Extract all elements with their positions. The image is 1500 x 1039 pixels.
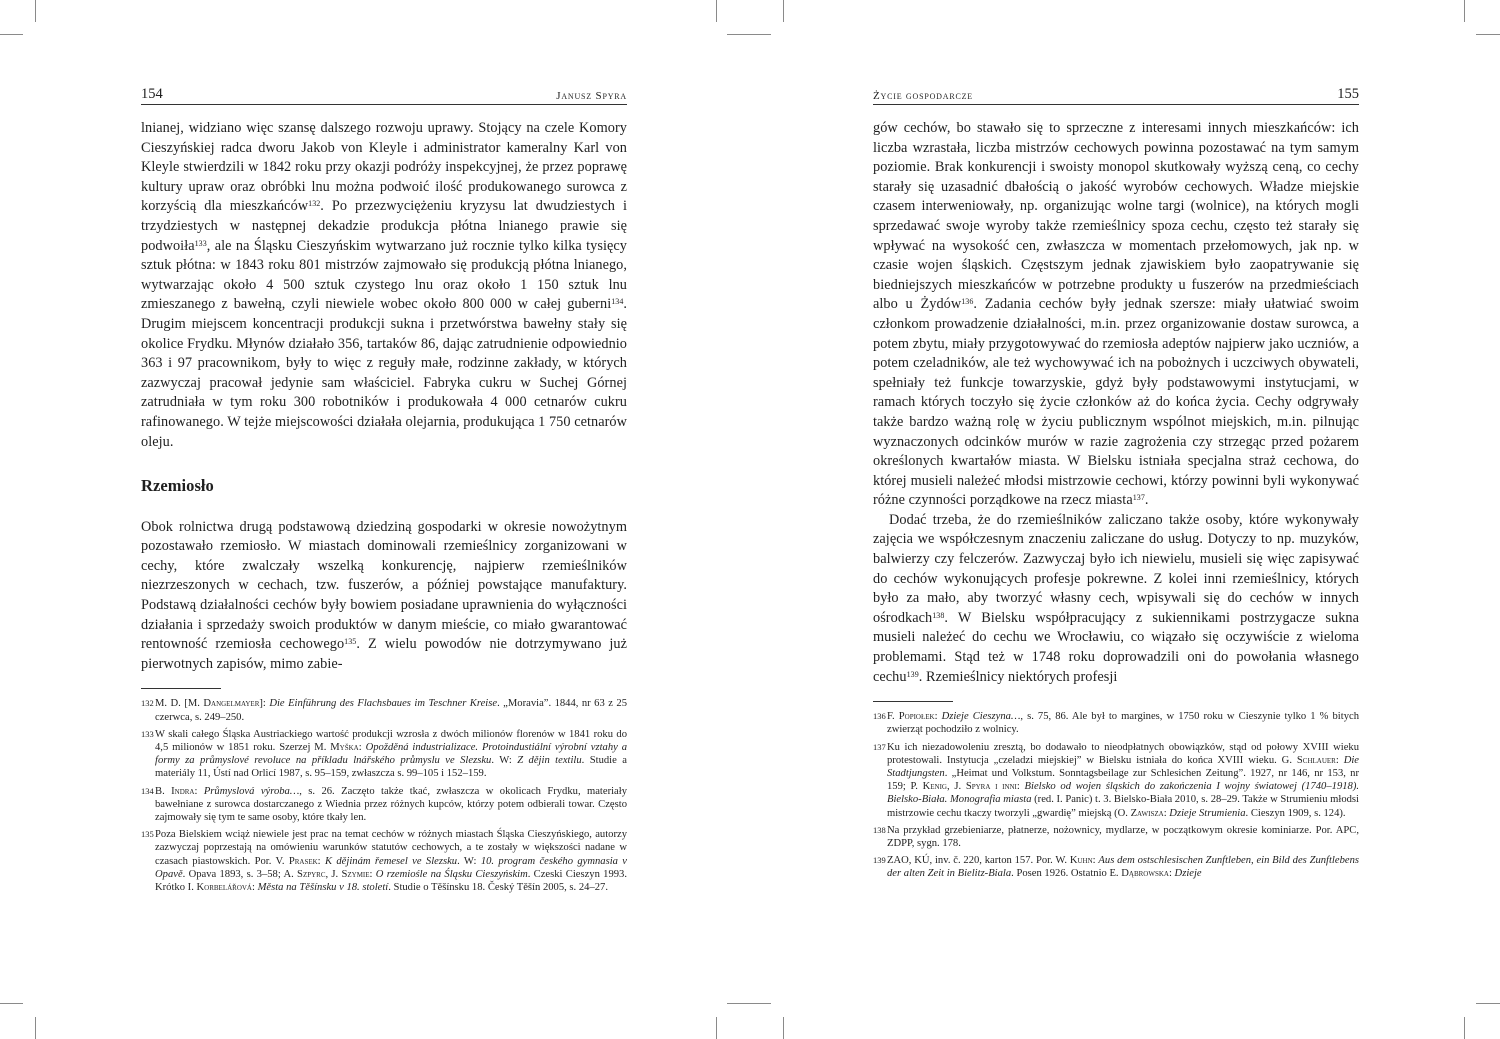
author-name: Dąbrowska	[1121, 868, 1169, 880]
text-run: . Drugim miejscem koncentracji produkcji sukna i przetwórstwa bawełny stały się okolice Frydku. Młynów działało 356, tartaków 86, dając zatrudnienie odpowiednio 363 i 97 pracownikom, były to więc z reguły małe, rodzinne zakłady, w których zazwyczaj pracował jedynie sam właściciel. Fabryka cukru w Suchej Górnej zatrudniała w tym roku 300 robotników i produkowała 4 000 cetnarów cukru rafinowanego. W tejże miejscowości działała olejarnia, produkująca 1 750 cetnarów oleju.	[141, 296, 627, 450]
footnotes	[141, 697, 627, 894]
text-run: , s. 75, 86. Ale był to margines, w 1750 roku w Cieszynie tylko 1 % bitych zwierząt pochodziło z wolnicy.	[887, 711, 1359, 736]
crop-mark	[1476, 34, 1500, 35]
footnote	[873, 824, 1359, 850]
text-run: ]:	[259, 698, 270, 710]
footnote	[873, 854, 1359, 880]
footnote	[873, 741, 1359, 820]
footnote-ref: 138	[932, 610, 945, 620]
paragraph	[141, 518, 627, 675]
footnote-text	[887, 741, 1359, 820]
crop-mark	[716, 0, 717, 22]
italic-title: Bielsko od wojen śląskich do zakończenia I wojny światowej (1740–1918). Bielsko-Biała. Monografia miasta	[887, 781, 1360, 806]
italic-title: Z dějin textilu	[517, 755, 582, 767]
italic-title: 10. program českého gymnasia v Opavě	[155, 855, 627, 880]
footnote-number: 138	[873, 824, 886, 835]
italic-title: Opožděná industrializace. Protoindustiální výrobní vztahy a formy za průmyslové revoluce na příkladu lnářského průmyslu ve Slezsku	[155, 742, 628, 767]
text-run: lnianej, widziano więc szansę dalszego rozwoju uprawy. Stojący na czele Komory Cieszyńskiej radca dworu Jakob von Kleyle i administrator kameralny Karl von Kleyle stwierdzili w 1842 roku przy okazji podróży inspekcyjnej, że przez poprawę kultury upraw oraz obróbki lnu można podwoić ilość produkowanego surowca z korzyścią dla mieszkańców	[141, 120, 627, 215]
footnote	[141, 828, 627, 894]
text-run: . „Heimat und Volkstum. Sonntagsbeilage zur Schlesichen Zeitung”. 1927, nr 146, nr 153, nr 159; P.	[887, 768, 1359, 793]
italic-title: Města na Těšínsku v 18. století	[257, 882, 389, 894]
left-page	[141, 84, 627, 898]
text-run: Na przykład grzebieniarze, płatnerze, nożownicy, mydlarze, w początkowym okresie kominiarze. Por. APC, ZDPP, sygn. 178.	[887, 824, 1359, 850]
paragraphs-after-heading	[141, 518, 627, 675]
running-head	[873, 84, 1359, 105]
crop-mark	[0, 34, 23, 35]
text-run: :	[934, 711, 942, 723]
footnote	[141, 785, 627, 825]
text-run: :	[369, 868, 376, 880]
footnote-text	[887, 854, 1359, 880]
author-name: Kuhn	[1069, 855, 1093, 867]
paragraph	[873, 511, 1359, 687]
text-run: gów cechów, bo stawało się to sprzeczne z interesami innych mieszkańców: ich liczba wzrastała, liczba mistrzów cechowych powinna pozostawać na tym samym poziomie. Brak konkurencji i swoisty monopol skutkowały wyższą ceną, co cechy starały się uzasadnić dbałością o jakość wyrobów cechowych. Władze miejskie czasem interweniowały, np. organizując wolne targi (wolnice), na których mogli sprzedawać swoje wyroby także rzemieślnicy spoza cechu, często też starały się wpływać na wysokość cen, zwłaszcza w momentach przełomowych, jak np. w czasie wojen śląskich. Częstszym jednak zjawiskiem było zaopatrywanie się biedniejszych mieszkańców w potrzebne produkty u fuszerów na przedmieściach albo u Żydów	[873, 120, 1359, 313]
text-run: . Studie o Těšínsku 18. Český Těšín 2005, s. 24–27.	[388, 882, 608, 894]
text-run: , ale na Śląsku Cieszyńskim wytwarzano już rocznie tylko kilka tysięcy sztuk płótna: w 1843 roku 801 mistrzów zajmowało się produkcją płótna lnianego, wytwarzając około 4 500 sztuk czystego lnu oraz około 1 150 sztuk lnu zmieszanego z bawełną, czyli niewiele wobec około 800 000 w całej guberni	[141, 237, 627, 313]
text-run: Poza Bielskiem wciąż niewiele jest prac na temat cechów w różnych miastach Śląska Cieszyńskiego, autorzy zazwyczaj poprzestają na omówieniu warunków statutów cechowych, a te zostały w większości nadane w czasach piastowskich. Por. V.	[155, 829, 627, 867]
text-run: . Posen 1926. Ostatnio E.	[1011, 868, 1122, 880]
footnote-ref: 137	[1132, 493, 1145, 503]
text-run: . Opava 1893, s. 3–58; A.	[182, 868, 298, 880]
crop-mark	[716, 1017, 717, 1039]
text-run: . Z wielu powodów nie dotrzymywano już pierwotnych zapisów, mimo zabie-	[141, 636, 628, 672]
paragraph	[873, 119, 1359, 511]
italic-title: O rzemiośle na Śląsku Cieszyńskim	[375, 868, 528, 880]
footnotes	[873, 710, 1359, 880]
crop-mark	[1476, 1003, 1500, 1004]
author-name: Prasek	[288, 855, 318, 867]
footnote-text	[155, 728, 627, 781]
text-run: . Studie a materiály 11, Ústí nad Orlicí 1987, s. 95–159, zwłaszcza s. 99–105 i 152–159.	[155, 755, 627, 780]
crop-mark	[35, 0, 36, 22]
text-run: F.	[887, 711, 899, 723]
author-name: Schlauer	[1296, 754, 1336, 766]
running-head	[141, 84, 627, 105]
footnote-number: 139	[873, 855, 886, 866]
text-run: M. D. [M.	[155, 698, 204, 710]
author-name: Korbelářová	[196, 882, 252, 894]
italic-title: Die Einführung des Flachsbaues im Teschner Kreise	[269, 698, 498, 710]
footnote	[141, 728, 627, 781]
text-run: Obok rolnictwa drugą podstawową dziedziną gospodarki w okresie nowożytnym pozostawało rzemiosło. W miastach dominowali rzemieślnicy zorganizowani w cechy, które zwalczały wszelką konkurencję, najpierw rzemieślników niezrzeszonych w cechach, tzw. fuszerów, a później powstające manufaktury. Podstawą działalności cechów były bowiem posiadane uprawnienia do wyłączności działania i sprzedaży swoich produktów w danym mieście, co miało gwarantować rentowność rzemiosła cechowego	[141, 518, 627, 653]
page-number: 155	[1337, 86, 1359, 102]
footnote-ref: 133	[194, 238, 207, 248]
text-run: :	[1168, 868, 1175, 880]
footnote-ref: 132	[308, 199, 321, 209]
right-page	[873, 84, 1359, 885]
running-title: Życie gospodarcze	[873, 90, 973, 102]
text-run: Dodać trzeba, że do rzemieślników zaliczano także osoby, które wykonywały zajęcia we współczesnym znaczeniu zaliczane do usług. Dotyczy to np. muzyków, balwierzy czy felczerów. Zazwyczaj było ich niewielu, musieli się więc zapisywać do cechów wykonujących profesje pokrewne. Z kolei inni rzemieślnicy, których było za mało, aby tworzyć własny cech, wpisywali się do cechów w innych ośrodkach	[873, 511, 1359, 626]
text-run: :	[194, 785, 204, 797]
text-run: :	[1163, 807, 1170, 819]
text-run: , J.	[325, 868, 342, 880]
footnote	[141, 697, 627, 723]
text-run: :	[252, 882, 258, 894]
author-name: Kenig	[922, 781, 947, 793]
author-name: Myška	[330, 742, 359, 754]
paragraphs	[873, 119, 1359, 687]
text-run: ZAO, KÚ, inv. č. 220, karton 157. Por. W.	[887, 855, 1070, 867]
italic-title: Dzieje Cieszyna…	[941, 711, 1021, 723]
italic-title: Dzieje	[1174, 868, 1202, 880]
text-run: . Czeski Cieszyn 1993. Krótko I.	[155, 868, 627, 894]
text-run: . Zadania cechów były jednak szersze: miały ułatwiać swoim członkom prowadzenie działalności, m.in. przez organizowanie dostaw surowca, a potem zbytu, miały przygotowywać do rzemiosła adeptów najpierw jako uczniów, a potem czeladników, ale też wychowywać ich na pobożnych i uczciwych obywateli, spełniały też funkcje towarzyskie, gdyż były podstawowymi instytucjami, w ramach których toczyło się życie członków aż do końca życia. Cechy odgrywały także bardzo ważną rolę w życiu publicznym wspólnot miejskich, m.in. pilnując wyznaczonych odcinków murów w razie zagrożenia czy strzegąc przed pożarem określonych kwartałów miasta. W Bielsku istniała specjalna straż cechowa, do której musieli należeć młodsi mistrzowie cechowi, którzy powinni byli wykonywać różne czynności porządkowe na rzecz miasta	[873, 296, 1359, 509]
footnote-text	[155, 785, 627, 825]
footnote-number: 132	[141, 698, 154, 709]
text-run: .	[1144, 492, 1149, 509]
crop-mark	[783, 1017, 784, 1039]
author-name: Popiołek	[898, 711, 935, 723]
crop-mark	[0, 1003, 23, 1004]
footnote-number: 133	[141, 728, 154, 739]
text-run: :	[1335, 754, 1344, 766]
italic-title: Průmyslová výroba…	[203, 785, 300, 797]
text-run: :	[317, 855, 325, 867]
section-heading: Rzemiosło	[141, 476, 214, 496]
footnote-number: 135	[141, 829, 154, 840]
text-run: (red. I. Panic) t. 3. Bielsko-Biała 2010, s. 28–29. Także w Strumieniu młodsi mistrzowie cechu tkaczy tworzyli „gwardię” miejską (O.	[887, 794, 1359, 819]
footnote-text	[887, 710, 1359, 736]
footnote-separator	[141, 688, 221, 689]
italic-title: Die Stadtjungsten	[887, 754, 1359, 780]
footnote-ref: 134	[611, 297, 624, 307]
italic-title: Aus dem ostschlesischen Zunftleben, ein Bild des Zunftlebens der alten Zeit in Bielitz-Biala	[887, 855, 1360, 880]
author-name: Spyra i inni	[965, 781, 1017, 793]
footnote-number: 137	[873, 741, 886, 752]
footnote-number: 136	[873, 711, 886, 722]
footnote-text	[155, 697, 627, 723]
footnote-ref: 135	[344, 637, 357, 647]
text-run: . Rzemieślnicy niektórych profesji	[918, 668, 1118, 685]
crop-mark	[727, 34, 771, 35]
author-name: Szymie	[341, 868, 370, 880]
text-run: . Po przezwyciężeniu kryzysu lat dwudziestych i trzydziestych w następnej dekadzie produkcja płótna lnianego prawie się podwoiła	[141, 198, 627, 254]
author-name: Szpyrc	[297, 868, 326, 880]
page-number: 154	[141, 86, 163, 102]
body-text	[141, 119, 627, 674]
text-run: . W Bielsku współpracujący z sukiennikami postrzygacze sukna musieli należeć do cechu we Wrocławiu, co wiązało się oczywiście z wieloma problemami. Stąd też w 1748 roku doprowadzili oni do powołania własnego cechu	[873, 609, 1359, 685]
footnote-number: 134	[141, 785, 154, 796]
crop-mark	[783, 0, 784, 22]
text-run: Ku ich niezadowoleniu zresztą, bo dodawało to nieodpłatnych obowiązków, stąd od połowy XVIII wieku protestowali. Instytucja „czeladzi miejskiej” w Bielsku istniała do końca XVIII wieku. G.	[887, 741, 1359, 766]
text-run: :	[1016, 781, 1025, 793]
text-run: B.	[155, 785, 172, 797]
text-run: . W:	[457, 855, 481, 867]
footnote-ref: 139	[906, 669, 919, 679]
body-text	[873, 119, 1359, 687]
footnote-ref: 136	[961, 297, 974, 307]
text-run: , s. 26. Zaczęto także tkać, zwłaszcza w okolicach Frydku, materiały bawełniane z surowca dostarczanego z Wiednia przez różnych kupców, którzy potem odbierali towar. Często zajmowały się tym te same osoby, które tkały len.	[155, 785, 627, 824]
author-name: Dangelmayer	[203, 698, 260, 710]
text-run: W skali całego Śląska Austriackiego wartość produkcji wzrosła z dwóch milionów florenów w 1841 roku do 4,5 milionów w 1851 roku. Szerzej M.	[155, 728, 627, 754]
italic-title: K dějinám řemesel ve Slezsku	[324, 855, 458, 867]
text-run: . W:	[491, 755, 518, 767]
italic-title: Dzieje Strumienia	[1169, 807, 1246, 819]
text-run: :	[1092, 855, 1099, 867]
crop-mark	[727, 1003, 771, 1004]
crop-mark	[35, 1017, 36, 1039]
footnote-text	[887, 824, 1359, 850]
text-run: :	[358, 742, 366, 754]
footnote-separator	[873, 701, 953, 702]
paragraphs	[141, 119, 627, 452]
text-run: . Cieszyn 1909, s. 124).	[1245, 807, 1346, 819]
running-title: Janusz Spyra	[556, 90, 627, 102]
text-run: , J.	[946, 781, 966, 793]
text-run: . „Moravia”. 1844, nr 63 z 25 czerwca, s. 249–250.	[155, 698, 627, 723]
footnote-text	[155, 828, 627, 894]
crop-mark	[1464, 1017, 1465, 1039]
author-name: Zawisza	[1130, 807, 1164, 819]
author-name: Indra	[171, 785, 195, 797]
footnote	[873, 710, 1359, 736]
crop-mark	[1464, 0, 1465, 22]
paragraph	[141, 119, 627, 452]
